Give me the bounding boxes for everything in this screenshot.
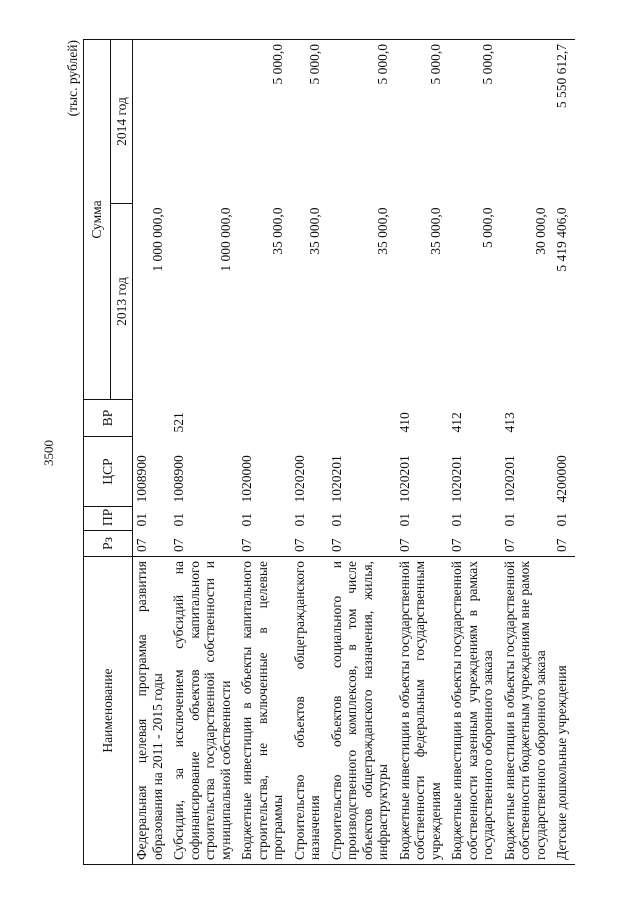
row-csr-cell: 1008900 — [134, 455, 149, 503]
row-sum-2013-cell: 35 000,0 — [307, 207, 322, 255]
row-csr-cell: 1008900 — [171, 455, 186, 503]
row-sum-2013-cell: 1 000 000,0 — [217, 207, 233, 272]
row-name-cell: Бюджетные инвестиции в объекты государственной собственности федеральным государственным учреждениям — [396, 557, 449, 865]
table-row — [133, 39, 171, 864]
row-vr-cell — [133, 400, 171, 437]
table-body — [133, 39, 575, 864]
row-pr-cell: 01 — [291, 513, 307, 527]
row-sum-2014-cell: 5 000,0 — [291, 39, 328, 203]
table-row — [396, 39, 449, 864]
row-csr-cell: 1020000 — [239, 455, 254, 503]
row-name-cell: Строительство объектов социального и производственного комплексов, в том числе объектов общегражданского назначения, жилья, инфраструктуры — [328, 557, 396, 865]
table-row — [170, 39, 238, 864]
row-name-cell: Бюджетные инвестиции в объекты государственной собственности казенным учреждениям в рамках государственного оборонного заказа — [448, 557, 501, 865]
header-csr: ЦСР — [84, 437, 133, 507]
row-sum-2014-cell: 5 000,0 — [238, 39, 291, 203]
row-pr-cell: 01 — [396, 513, 412, 527]
row-vr-cell: 410 — [396, 412, 412, 433]
row-vr-cell: 413 — [501, 412, 517, 433]
row-pr-cell: 01 — [449, 513, 464, 527]
row-pr-cell: 01 — [554, 513, 569, 527]
row-vr-cell: 521 — [171, 412, 186, 433]
row-rz-cell: 07 — [239, 538, 254, 552]
row-csr-cell: 1020200 — [291, 455, 307, 503]
header-name: Наименование — [84, 557, 133, 865]
row-name-cell: Федеральная целевая программа развития образования на 2011 - 2015 годы — [133, 557, 171, 865]
row-pr-cell: 01 — [501, 513, 517, 527]
units-label: (тыс. рублей) — [65, 40, 80, 117]
row-sum-2013-cell: 30 000,0 — [532, 207, 548, 255]
row-sum-2014-cell — [501, 39, 554, 203]
row-vr-cell — [553, 400, 575, 437]
header-rz: Рз — [84, 531, 133, 557]
row-rz-cell: 07 — [449, 538, 464, 552]
rotated-document — [63, 40, 578, 865]
row-pr-cell: 01 — [134, 513, 149, 527]
row-csr-cell: 1020201 — [449, 455, 464, 503]
row-rz-cell: 07 — [396, 538, 412, 552]
header-sum: Сумма — [84, 39, 111, 399]
table-row — [291, 39, 328, 864]
page-number: 3500 — [41, 440, 56, 466]
row-name-cell: Бюджетные инвестиции в объекты капитального строительства, не включенные в целевые программы — [238, 557, 291, 865]
table-row — [448, 39, 501, 864]
table-header — [84, 39, 133, 864]
row-sum-2014-cell: 5 000,0 — [396, 39, 449, 203]
row-name-cell: Субсидии, за исключением субсидий на софинансирование объектов капитального строительства государственной собственности и муниципальной собственности — [170, 557, 238, 865]
header-year-2013: 2013 год — [111, 204, 133, 400]
row-pr-cell: 01 — [239, 513, 254, 527]
row-sum-2014-cell: 5 550 612,7 — [553, 39, 575, 203]
row-pr-cell: 01 — [328, 513, 344, 527]
row-vr-cell: 412 — [449, 412, 464, 433]
row-sum-2014-cell — [133, 39, 171, 203]
row-rz-cell: 07 — [291, 538, 307, 552]
row-sum-2013-cell: 35 000,0 — [270, 207, 285, 255]
header-year-2014: 2014 год — [111, 39, 133, 203]
row-vr-cell — [328, 400, 396, 437]
row-sum-2013-cell: 5 000,0 — [480, 207, 495, 248]
row-csr-cell: 1020201 — [501, 455, 517, 503]
row-sum-2013-cell: 1 000 000,0 — [149, 207, 165, 272]
row-csr-cell: 4200000 — [554, 455, 569, 503]
row-sum-2014-cell: 5 000,0 — [448, 39, 501, 203]
row-name-cell: Строительство объектов общегражданского назначения — [291, 557, 328, 865]
row-sum-2014-cell — [170, 39, 238, 203]
row-sum-2013-cell: 35 000,0 — [375, 207, 390, 255]
row-sum-2013-cell: 35 000,0 — [427, 207, 443, 255]
row-sum-2014-cell: 5 000,0 — [328, 39, 396, 203]
table-row — [501, 39, 554, 864]
row-name-cell: Детские дошкольные учреждения — [553, 557, 575, 865]
row-vr-cell — [238, 400, 291, 437]
budget-table — [83, 39, 575, 865]
table-row — [328, 39, 396, 864]
header-vr: ВР — [84, 400, 133, 437]
table-row — [553, 39, 575, 864]
row-sum-2013-cell: 5 419 406,0 — [554, 207, 569, 272]
row-rz-cell: 07 — [328, 538, 344, 552]
row-vr-cell — [291, 400, 328, 437]
row-rz-cell: 07 — [554, 538, 569, 552]
row-csr-cell: 1020201 — [328, 455, 344, 503]
row-name-cell: Бюджетные инвестиции в объекты государственной собственности бюджетным учреждениям вне рамок государственного оборонного заказа — [501, 557, 554, 865]
header-pr: ПР — [84, 507, 133, 531]
row-pr-cell: 01 — [171, 513, 186, 527]
row-rz-cell: 07 — [501, 538, 517, 552]
table-row — [238, 39, 291, 864]
row-csr-cell: 1020201 — [396, 455, 412, 503]
row-rz-cell: 07 — [171, 538, 186, 552]
row-rz-cell: 07 — [134, 538, 149, 552]
